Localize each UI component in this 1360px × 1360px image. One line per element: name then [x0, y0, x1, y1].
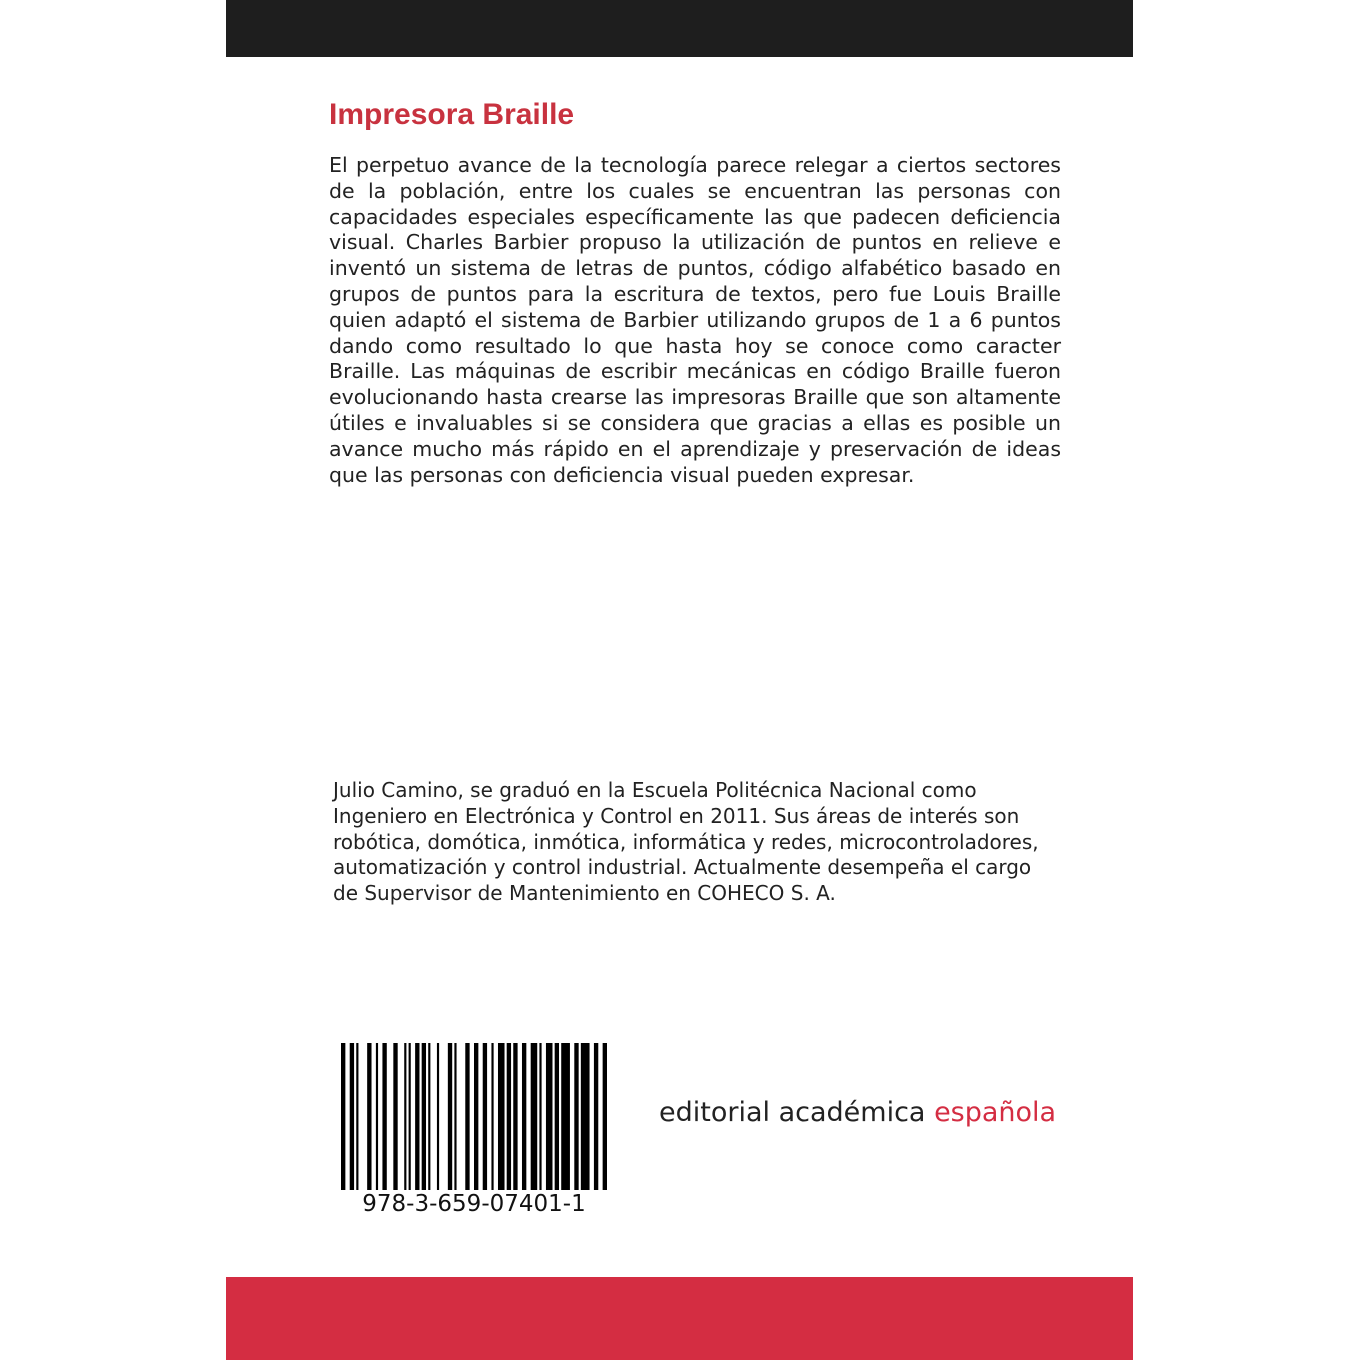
barcode-bar — [415, 1043, 419, 1190]
bottom-band — [226, 1277, 1133, 1360]
barcode-bar — [428, 1043, 430, 1190]
book-title: Impresora Braille — [329, 98, 575, 131]
publisher-name-part1: editorial académica — [659, 1097, 926, 1128]
author-bio-line: Julio Camino, se graduó en la Escuela Politécnica Nacional como — [333, 778, 977, 802]
barcode-bar — [448, 1043, 452, 1190]
author-bio-line: automatización y control industrial. Actualmente desempeña el cargo — [333, 855, 1032, 880]
author-bio-line: Ingeniero en Electrónica y Control en 2011. Sus áreas de interés son — [333, 803, 1020, 828]
barcode-bar — [555, 1043, 559, 1190]
barcode-bar — [422, 1043, 426, 1190]
barcode-bar — [491, 1043, 493, 1190]
barcode-bar — [513, 1043, 517, 1190]
barcode-bar — [393, 1043, 397, 1190]
book-description: El perpetuo avance de la tecnología parece relegar a ciertos sectores de la población, entre los cuales se encuentran las personas con capacidades especiales específicamente las que padecen deficiencia visual. Charles Barbier propuso la utilización de puntos en relieve e inventó un sistema de letras de puntos, código alfabético basado en grupos de puntos para la escritura de textos, pero fue Louis Braille quien adaptó el sistema de Barbier utilizando grupos de 1 a 6 puntos dando como resultado lo que hasta hoy se conoce como caracter Braille. Las máquinas de escribir mecánicas en código Braille fueron evolucionando hasta crearse las impresoras Braille que son altamente útiles e invaluables si se considera que gracias a ellas es posible un avance mucho más rápido en el aprendizaje y preservación de ideas que las personas con deficiencia visual pueden expresar. — [329, 153, 1061, 487]
top-band — [226, 0, 1133, 57]
barcode-bar — [498, 1043, 505, 1190]
barcode-bar — [356, 1043, 358, 1190]
barcode-bar — [522, 1043, 526, 1190]
author-bio — [333, 778, 1061, 907]
barcode-bar — [474, 1043, 478, 1190]
publisher-logo — [659, 1095, 1056, 1131]
barcode-bar — [367, 1043, 371, 1190]
barcode-bar — [581, 1043, 590, 1190]
barcode-bar — [531, 1043, 538, 1190]
barcode-bar — [465, 1043, 469, 1190]
barcode-bar — [454, 1043, 456, 1190]
barcode-bar — [437, 1043, 439, 1190]
barcode-bar — [603, 1043, 607, 1190]
barcode-bar — [539, 1043, 541, 1190]
barcode-bar — [594, 1043, 598, 1190]
barcode-bar — [574, 1043, 578, 1190]
barcode-bar — [483, 1043, 487, 1190]
barcode-bar — [350, 1043, 354, 1190]
barcode-bar — [341, 1043, 345, 1190]
book-back-cover — [226, 0, 1133, 1360]
isbn-number: 978-3-659-07401-1 — [362, 1191, 586, 1217]
barcode-bar — [404, 1043, 406, 1190]
barcode-bar — [409, 1043, 411, 1190]
barcode-bar — [546, 1043, 553, 1190]
barcode-bar — [561, 1043, 570, 1190]
author-bio-line: robótica, domótica, inmótica, informática y redes, microcontroladores, — [333, 829, 1039, 854]
barcode — [341, 1043, 607, 1190]
barcode-bar — [376, 1043, 378, 1190]
barcode-bar — [507, 1043, 511, 1190]
author-bio-line: de Supervisor de Mantenimiento en COHECO S. A. — [333, 881, 836, 906]
publisher-name-part2: española — [934, 1097, 1057, 1128]
barcode-bar — [382, 1043, 386, 1190]
